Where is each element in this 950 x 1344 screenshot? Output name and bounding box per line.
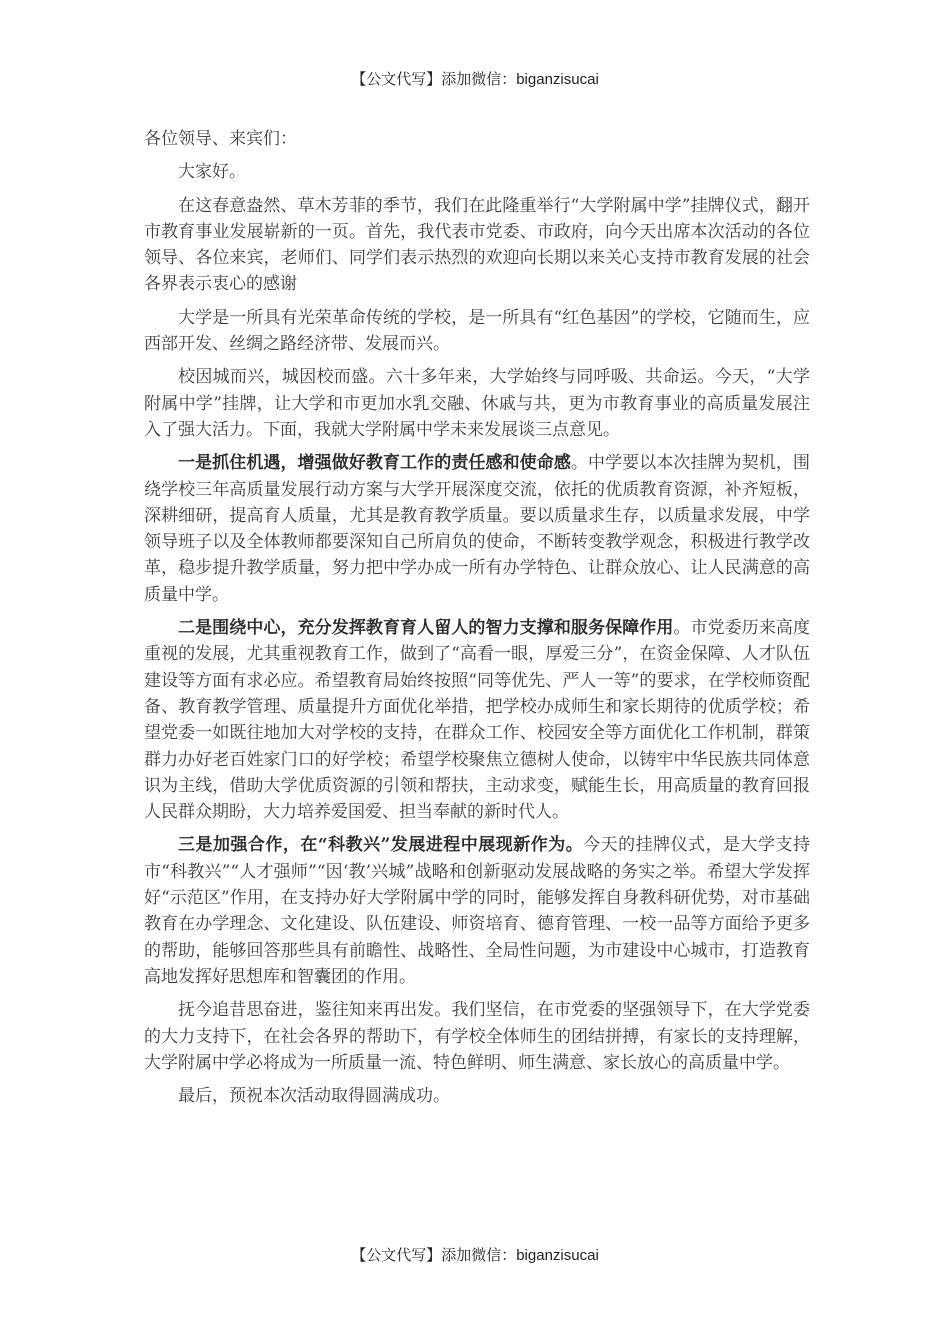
point-three-body: 今天的挂牌仪式，是大学支持市“科教兴”“人才强师”“因‘教’兴城”战略和创新驱动发展战略的务实之举。希望大学发挥好“示范区”作用，在支持办好大学附属中学的同时，能够发挥自身教科研优势，对市基础教育在办学理念、文化建设、队伍建设、师资培育、德育管理、一校一品等方面给予更多的帮助，能够回答那些具有前瞻性、战略性、全局性问题，为市建设中心城市，打造教育高地发挥好思想库和智囊团的作用。	[144, 835, 810, 987]
point-two-heading: 二是围绕中心，充分发挥教育育人留人的智力支撑和服务保障作用	[178, 618, 674, 639]
page-footer: 【公文代写】添加微信：biganzisucai	[351, 1247, 599, 1264]
paragraph-outlook: 抚今追昔思奋进，鉴往知来再出发。我们坚信，在市党委的坚强领导下，在大学党委的大力支持下，在社会各界的帮助下，有学校全体师生的团结拼搏，有家长的支持理解，大学附属中学必将成为一所质量一流、特色鲜明、师生满意、家长放心的高质量中学。	[144, 1000, 810, 1073]
paragraph-university-intro: 大学是一所具有光荣革命传统的学校，是一所具有“红色基因”的学校，它随而生，应西部开发、丝绸之路经济带、发展而兴。	[144, 307, 810, 355]
paragraph-closing: 最后，预祝本次活动取得圆满成功。	[178, 1086, 450, 1107]
paragraph-point-three	[144, 832, 810, 990]
paragraph-point-one	[144, 450, 810, 608]
paragraph-point-two	[144, 615, 810, 825]
point-two-body: 。市党委历来高度重视的发展，尤其重视教育工作，做到了“高看一眼，厚爱三分”，在资金保障、人才队伍建设等方面有求必应。希望教育局始终按照“同等优先、严人一等”的要求，在学校师资配备、教育教学管理、质量提升方面优化举措，把学校办成师生和家长期待的优质学校；希望党委一如既往地加大对学校的支持，在群众工作、校园安全等方面优化工作机制，群策群力办好老百姓家门口的好学校；希望学校聚焦立德树人使命，以铸牢中华民族共同体意识为主线，借助大学优质资源的引领和帮扶，主动求变，赋能生长，用高质量的教育回报人民群众期盼，大力培养爱国爱、担当奉献的新时代人。	[144, 618, 811, 823]
salutation: 各位领导、来宾们：	[144, 129, 297, 149]
document-body	[144, 126, 810, 1116]
paragraph-opening: 在这春意盎然、草木芳菲的季节，我们在此隆重举行“大学附属中学”挂牌仪式，翻开市教育事业发展崭新的一页。首先，我代表市党委、市政府，向今天出席本次活动的各位领导、各位来宾，老师们、同学们表示热烈的欢迎向长期以来关心支持市教育发展的社会各界表示衷心的感谢	[144, 195, 810, 295]
paragraph-city-school: 校因城而兴，城因校而盛。六十多年来，大学始终与同呼吸、共命运。今天，“大学附属中学”挂牌，让大学和市更加水乳交融、休戚与共，更为市教育事业的高质量发展注入了强大活力。下面，我就大学附属中学未来发展谈三点意见。	[144, 367, 810, 440]
point-one-heading: 一是抓住机遇，增强做好教育工作的责任感和使命感	[178, 453, 571, 474]
greeting: 大家好。	[178, 162, 246, 183]
point-three-heading: 三是加强合作，在“科教兴”发展进程中展现新作为。	[178, 835, 584, 856]
point-one-body: 。中学要以本次挂牌为契机，围绕学校三年高质量发展行动方案与大学开展深度交流，依托的优质教育资源，补齐短板，深耕细研，提高育人质量，尤其是教育教学质量。要以质量求生存，以质量求发展，中学领导班子以及全体教师都要深知自己所肩负的使命，不断转变教学观念，积极进行教学改革，稳步提升教学质量，努力把中学办成一所有办学特色、让群众放心、让人民满意的高质量中学。	[144, 453, 811, 605]
page-header: 【公文代写】添加微信：biganzisucai	[351, 71, 599, 88]
